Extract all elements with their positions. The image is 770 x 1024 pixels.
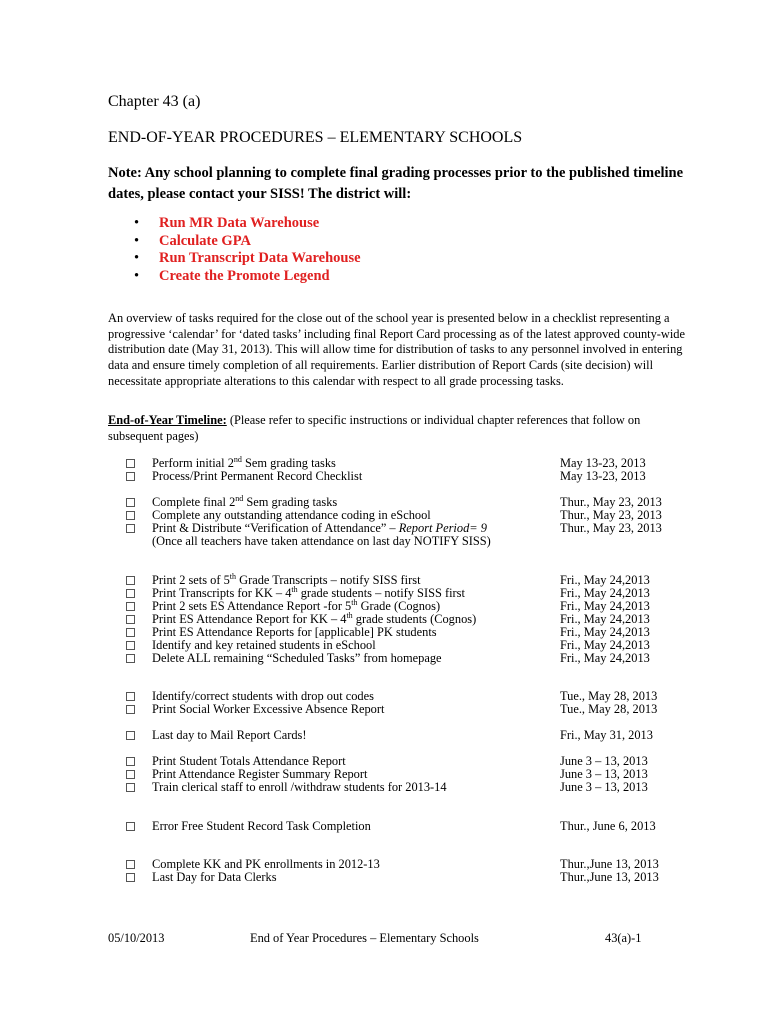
checkbox-icon[interactable]: [126, 602, 135, 611]
task-date: Fri., May 24,2013: [560, 586, 650, 600]
task-text: Print Transcripts for KK – 4th grade students – notify SISS first: [152, 584, 465, 600]
checkbox-icon[interactable]: [126, 472, 135, 481]
checklist-row: [126, 820, 686, 833]
bullet-icon: •: [134, 267, 140, 284]
task-text: Last Day for Data Clerks: [152, 870, 277, 884]
checkbox-icon[interactable]: [126, 641, 135, 650]
checkbox-icon[interactable]: [126, 459, 135, 468]
task-text: Complete KK and PK enrollments in 2012-13: [152, 857, 380, 871]
bullet-icon: •: [134, 250, 140, 266]
checkbox-icon[interactable]: [126, 576, 135, 585]
task-text: Process/Print Permanent Record Checklist: [152, 469, 363, 483]
checkbox-icon[interactable]: [126, 770, 135, 779]
timeline-instructions: (Please refer to specific instructions or individual chapter references that follow on subsequent pages): [108, 413, 641, 443]
list-item: • Create the Promote Legend: [134, 267, 330, 284]
checkbox-icon[interactable]: [126, 511, 135, 520]
task-text: Print & Distribute “Verification of Attendance” – Report Period= 9: [152, 521, 487, 535]
task-text: Print Attendance Register Summary Report: [152, 767, 368, 781]
timeline-heading: End-of-Year Timeline:: [108, 413, 227, 427]
checkbox-icon[interactable]: [126, 822, 135, 831]
checklist-row: [126, 729, 686, 742]
checkbox-icon[interactable]: [126, 589, 135, 598]
task-date: Fri., May 24,2013: [560, 612, 650, 626]
page-title: END-OF-YEAR PROCEDURES – ELEMENTARY SCHOOLS: [108, 129, 523, 146]
checklist-row: [126, 470, 686, 483]
checkbox-icon[interactable]: [126, 628, 135, 637]
district-actions-list: [134, 215, 361, 285]
checklist-row: [126, 781, 686, 794]
note-paragraph: Note: Any school planning to complete final grading processes prior to the published timeline dates, please contact your SISS! The district will:: [108, 165, 684, 202]
checklist-row: [126, 703, 686, 716]
task-date: June 3 – 13, 2013: [560, 767, 648, 781]
list-item: • Calculate GPA: [134, 232, 251, 249]
task-date: Fri., May 24,2013: [560, 599, 650, 613]
checkbox-icon[interactable]: [126, 524, 135, 533]
task-text: Complete final 2nd Sem grading tasks: [152, 493, 338, 509]
task-text: Identify/correct students with drop out codes: [152, 689, 374, 703]
footer-title: End of Year Procedures – Elementary Schools: [250, 931, 479, 945]
checkbox-icon[interactable]: [126, 757, 135, 766]
task-date: Thur.,June 13, 2013: [560, 870, 659, 884]
task-date: Thur.,June 13, 2013: [560, 857, 659, 871]
bullet-icon: •: [134, 215, 140, 231]
overview-paragraph: An overview of tasks required for the close out of the school year is presented below in a checklist representing a progressive ‘calendar’ for ‘dated tasks’ including final Report Card processing as of the latest approved county-wide distribution date (May 31, 2013). This will allow time for distribution of tasks to any personnel involved in entering data and ensure timely completion of all requirements. Earlier distribution of Report Cards (site decision) will necessitate appropriate alterations to this calendar with respect to all grade processing tasks.: [108, 311, 686, 388]
checklist-row: [126, 652, 686, 665]
task-date: Thur., May 23, 2013: [560, 521, 662, 535]
task-date: Thur., May 23, 2013: [560, 508, 662, 522]
task-date: June 3 – 13, 2013: [560, 754, 648, 768]
footer-page-number: 43(a)-1: [605, 931, 642, 945]
task-date: May 13-23, 2013: [560, 456, 646, 470]
task-text: (Once all teachers have taken attendance on last day NOTIFY SISS): [152, 534, 491, 548]
checklist-row: [126, 535, 686, 548]
task-text: Train clerical staff to enroll /withdraw students for 2013-14: [152, 780, 447, 794]
checkbox-icon[interactable]: [126, 783, 135, 792]
task-date: May 13-23, 2013: [560, 469, 646, 483]
checkbox-icon[interactable]: [126, 873, 135, 882]
chapter-label: Chapter 43 (a): [108, 93, 201, 110]
task-date: Thur., May 23, 2013: [560, 495, 662, 509]
checkbox-icon[interactable]: [126, 731, 135, 740]
task-text: Print ES Attendance Report for KK – 4th grade students (Cognos): [152, 610, 477, 626]
checklist-row: [126, 871, 686, 884]
task-text: Print 2 sets ES Attendance Report -for 5th Grade (Cognos): [152, 597, 441, 613]
task-text: Print Social Worker Excessive Absence Report: [152, 702, 385, 716]
task-text: Identify and key retained students in eSchool: [152, 638, 376, 652]
task-date: Fri., May 24,2013: [560, 625, 650, 639]
task-date: Fri., May 31, 2013: [560, 728, 653, 742]
checkbox-icon[interactable]: [126, 860, 135, 869]
timeline-intro: [108, 413, 688, 444]
task-date: Fri., May 24,2013: [560, 573, 650, 587]
checkbox-icon[interactable]: [126, 615, 135, 624]
list-item: • Run Transcript Data Warehouse: [134, 250, 361, 266]
task-date: Tue., May 28, 2013: [560, 689, 658, 703]
task-date: Tue., May 28, 2013: [560, 702, 658, 716]
task-text: Complete any outstanding attendance coding in eSchool: [152, 508, 431, 522]
task-text: Print 2 sets of 5th Grade Transcripts – notify SISS first: [152, 571, 421, 587]
task-text: Perform initial 2nd Sem grading tasks: [152, 454, 336, 470]
task-date: Fri., May 24,2013: [560, 638, 650, 652]
task-text: Print ES Attendance Reports for [applicable] PK students: [152, 625, 437, 639]
footer-date: 05/10/2013: [108, 931, 165, 945]
task-text: Print Student Totals Attendance Report: [152, 754, 346, 768]
list-item: • Run MR Data Warehouse: [134, 215, 320, 231]
task-date: Fri., May 24,2013: [560, 651, 650, 665]
checkbox-icon[interactable]: [126, 498, 135, 507]
checkbox-icon[interactable]: [126, 654, 135, 663]
task-date: June 3 – 13, 2013: [560, 780, 648, 794]
task-text: Last day to Mail Report Cards!: [152, 728, 307, 742]
bullet-icon: •: [134, 232, 140, 249]
checkbox-icon[interactable]: [126, 692, 135, 701]
checkbox-icon[interactable]: [126, 705, 135, 714]
task-date: Thur., June 6, 2013: [560, 819, 656, 833]
task-text: Error Free Student Record Task Completion: [152, 819, 371, 833]
task-text: Delete ALL remaining “Scheduled Tasks” from homepage: [152, 651, 442, 665]
